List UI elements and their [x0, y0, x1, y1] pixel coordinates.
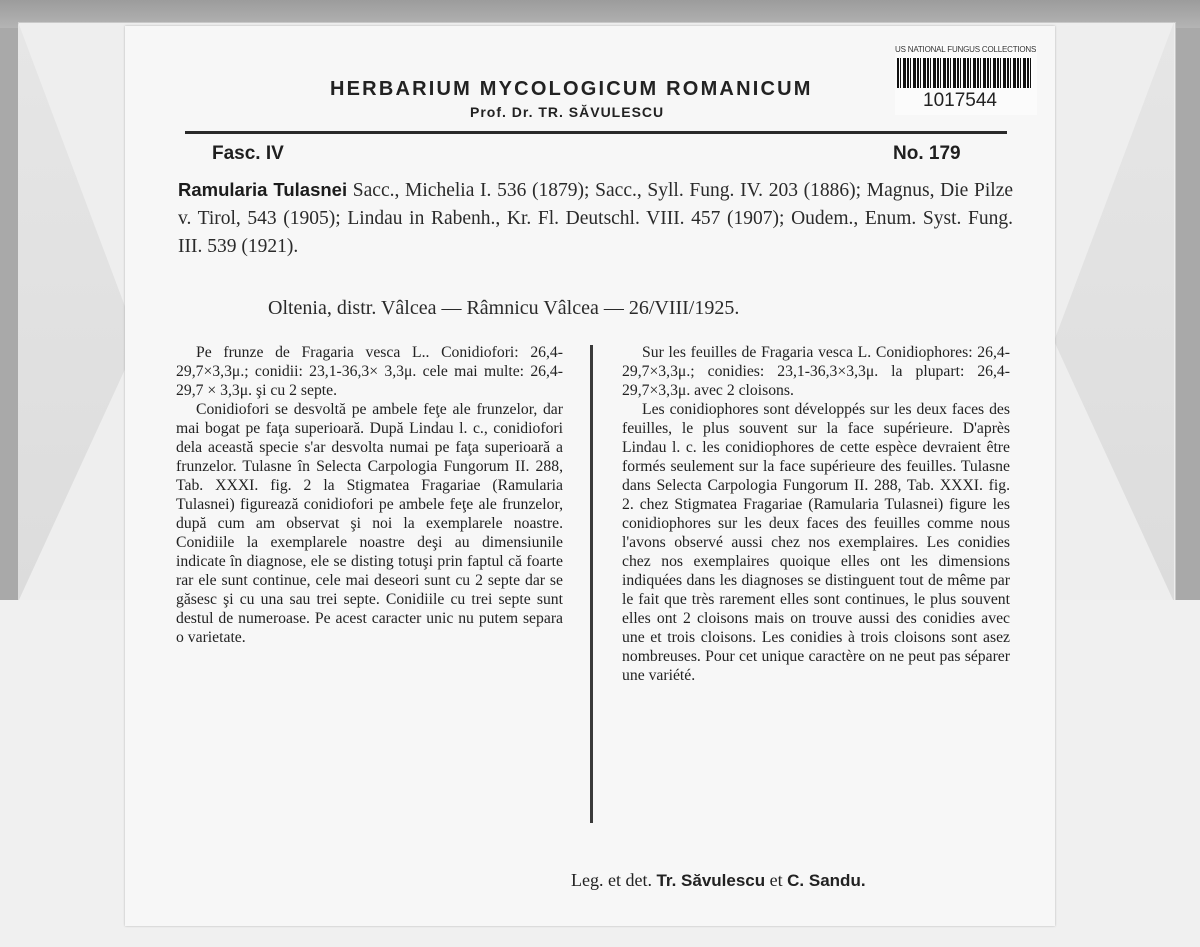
citation-text: Sacc., Michelia I. 536 (1879); Sacc., Syll. Fung. IV. 203 (1886); Magnus, Die Pilze v. Tirol, 543 (1905); Lindau in Rabenh., Kr. Fl. Deutschl. VIII. 457 (1907); Oudem., Enum. Syst. Fung. III. 539 (1921). — [178, 180, 1014, 257]
romanian-description — [176, 343, 563, 647]
barcode-sticker — [895, 45, 1037, 115]
romanian-paragraph: Conidiofori se desvoltă pe ambele feţe ale frunzelor, dar mai bogat pe faţa superioară. După Lindau l. c., conidiofori dela această specie s'ar desvolta numai pe faţa superioară a frunzelor. Tulasne în Selecta Carpologia Fungorum II. 288, Tab. XXXI. fig. 2 la Stigmatea Fragariae (Ramularia Tulasnei) figurează conidiofori pe ambele feţe ale frunzelor, după cum am observat şi noi la exemplarele noastre. Conidiile la exemplarele noastre deşi au dimensiunile indicate în diagnose, ele se disting totuşi prin faptul că foarte rar ele sunt continue, cele mai deseori sunt cu 2 septe dar se găsesc şi cu una sau trei septe. Conidiile cu trei septe sunt destul de numeroase. Pe acest caracter unic nu putem separa o varietate. — [176, 401, 563, 646]
herbarium-title: HERBARIUM MYCOLOGICUM ROMANICUM — [330, 78, 813, 100]
header-rule — [185, 131, 1007, 134]
conjunction: et — [769, 870, 783, 890]
column-divider — [590, 345, 593, 823]
french-description — [622, 343, 1010, 685]
locality: Oltenia, distr. Vâlcea — Râmnicu Vâlcea — 26/VIII/1925. — [268, 297, 740, 319]
barcode-caption: US NATIONAL FUNGUS COLLECTIONS — [895, 45, 1037, 54]
herbarium-subtitle: Prof. Dr. TR. SĂVULESCU — [470, 104, 665, 120]
leg-det-prefix: Leg. et det. — [571, 870, 652, 890]
french-paragraph: Les conidiophores sont développés sur les deux faces des feuilles, le plus souvent sur la face supérieure. D'après Lindau l. c. les conidiophores de cette espèce devraient être formés seulement sur la face supérieure des feuilles. Tulasne dans Selecta Carpologia Fungorum II. 288, Tab. XXXI. fig. 2. chez Stigmatea Fragariae (Ramularia Tulasnei) figure les conidiophores sur les deux faces des feuilles comme nous l'avons observé aussi chez nos exemplaires. Les conidies chez nos exemplaires quoique elles ont les dimensions indiquées dans les diagnoses se distinguent tout de même par le fait que très rarement elles sont continues, le plus souvent elles ont 2 cloisons mais on trouve aussi des conidies avec une et trois cloisons. Les conidies à trois cloisons sont asez nombreuses. Pour cet unique caractère on ne peut pas séparer une variété. — [622, 401, 1010, 684]
specimen-number: No. 179 — [893, 143, 961, 164]
collector-line — [571, 870, 866, 891]
barcode-number: 1017544 — [923, 90, 997, 111]
taxon-citation — [178, 176, 1013, 261]
barcode-icon — [897, 58, 1033, 88]
species-name: Ramularia Tulasnei — [178, 179, 348, 200]
collector-name: C. Sandu. — [787, 871, 866, 890]
french-paragraph: Sur les feuilles de Fragaria vesca L. Conidiophores: 26,4-29,7×3,3μ.; conidies: 23,1-36,3×3,3μ. la plupart: 26,4-29,7×3,3μ. avec 2 cloisons. — [622, 344, 1010, 399]
fascicle-label: Fasc. IV — [212, 143, 284, 164]
collector-name: Tr. Săvulescu — [656, 871, 766, 890]
romanian-paragraph: Pe frunze de Fragaria vesca L.. Conidiofori: 26,4-29,7×3,3μ.; conidii: 23,1-36,3× 3,3μ. cele mai multe: 26,4-29,7 × 3,3μ. şi cu 2 septe. — [176, 344, 563, 399]
